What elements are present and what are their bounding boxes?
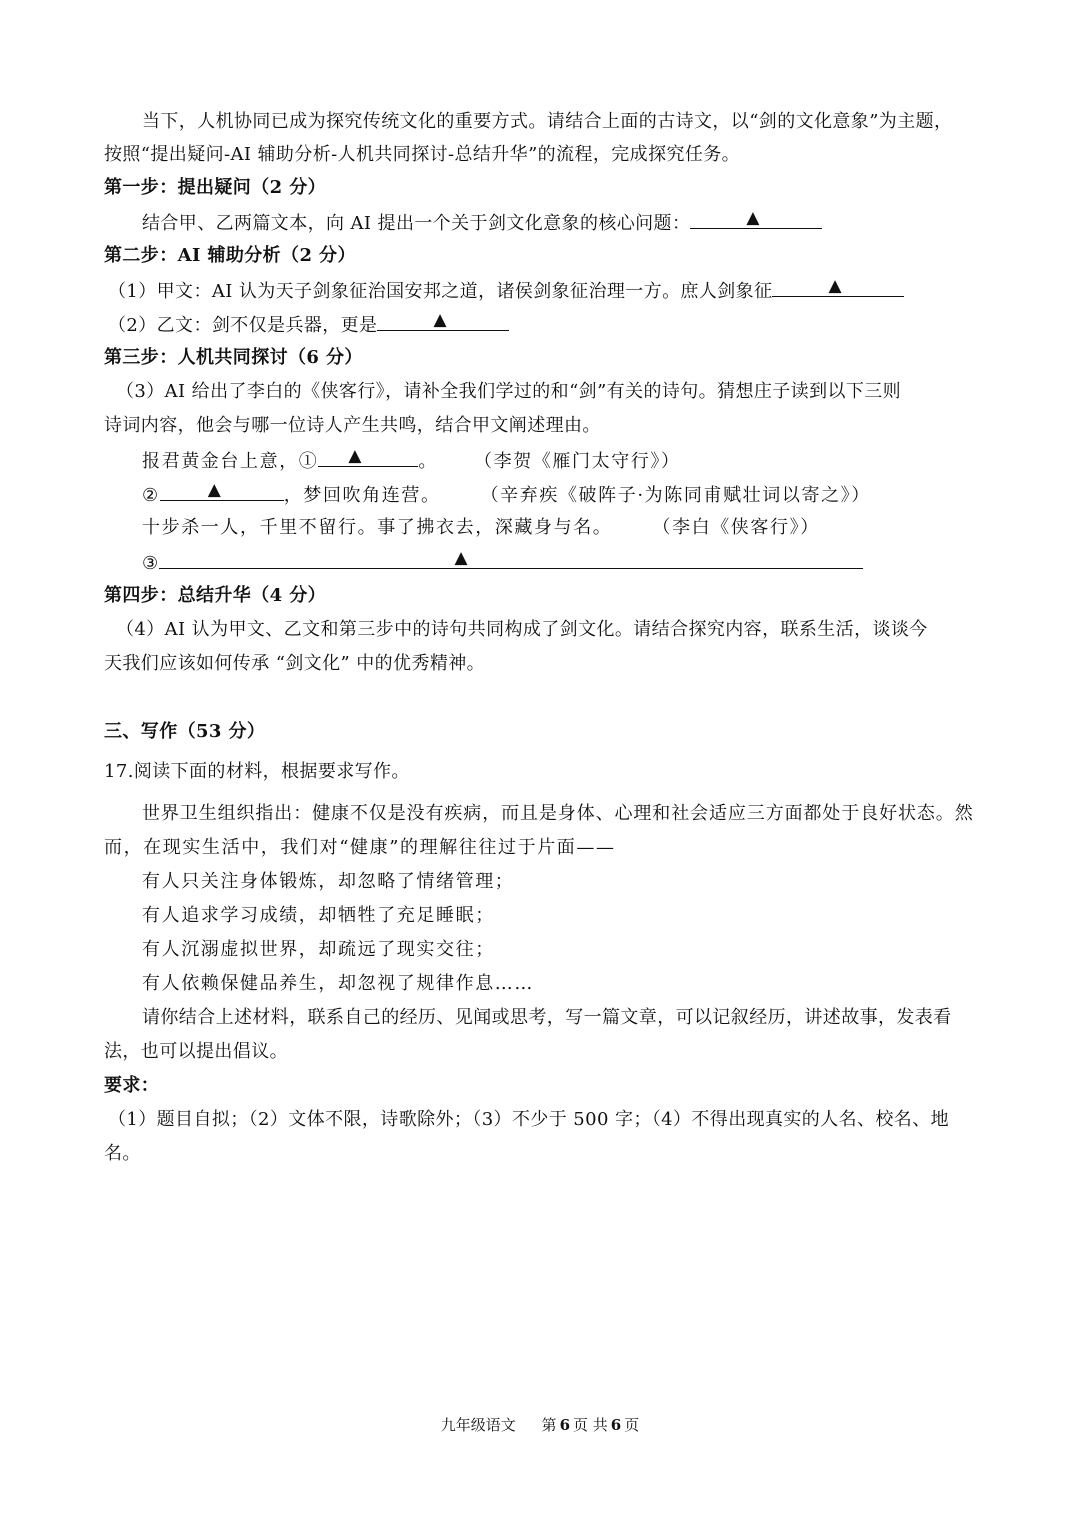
poem3-text: 十步杀一人，千里不留行。事了拂衣去，深藏身与名。	[142, 517, 613, 538]
blank-marker-icon: ▲	[828, 276, 842, 296]
answer-blank-poem2[interactable]	[160, 482, 284, 501]
requirements-line-2: 名。	[104, 1143, 141, 1164]
step2-q2	[108, 312, 509, 338]
poem-line-1	[142, 448, 681, 474]
answer-blank-q2[interactable]	[377, 312, 509, 331]
blank-marker-icon: ▲	[207, 480, 223, 500]
step1-text: 结合甲、乙两篇文本，向 AI 提出一个关于剑文化意象的核心问题：	[142, 213, 691, 234]
answer-blank-poem1[interactable]	[318, 448, 418, 467]
material-example-2: 有人追求学习成绩，却牺牲了充足睡眠；	[142, 905, 495, 926]
footer-subject: 九年级语文	[440, 1416, 516, 1434]
answer-blank-reason[interactable]	[159, 550, 863, 569]
step3-title: 第三步：人机共同探讨（6 分）	[104, 347, 363, 368]
footer-page-prefix: 第	[541, 1416, 557, 1434]
step3-q3-line-2: 诗词内容，他会与哪一位诗人产生共鸣，结合甲文阐述理由。	[104, 415, 601, 436]
blank-marker-icon: ▲	[746, 208, 760, 228]
answer-blank-step1[interactable]	[690, 210, 822, 229]
answer-line-3	[142, 550, 863, 576]
poem2-text: ，梦回吹角连营。	[283, 485, 441, 506]
step4-q4-line-2: 天我们应该如何传承 “剑文化” 中的优秀精神。	[104, 653, 486, 674]
poem1-source: （李贺《雁门太守行》）	[474, 451, 681, 472]
blank-marker-icon: ▲	[454, 548, 469, 568]
footer-page-suffix: 页	[624, 1416, 640, 1434]
requirements-title: 要求：	[104, 1075, 160, 1096]
poem1-text: 报君黄金台上意，①	[142, 451, 319, 472]
step2-title: 第二步：AI 辅助分析（2 分）	[104, 245, 356, 266]
material-line-1: 世界卫生组织指出：健康不仅是没有疾病，而且是身体、心理和社会适应三方面都处于良好状态。然	[142, 803, 974, 824]
writing-section-title: 三、写作（53 分）	[104, 721, 266, 742]
step4-q4-line-1: （4）AI 认为甲文、乙文和第三步中的诗句共同构成了剑文化。请结合探究内容，联系生活，谈谈今	[116, 619, 928, 640]
step2-q1	[108, 278, 904, 304]
step4-title: 第四步：总结升华（4 分）	[104, 585, 326, 606]
step1-title: 第一步：提出疑问（2 分）	[104, 177, 326, 198]
requirements-line-1: （1）题目自拟；（2）文体不限，诗歌除外；（3）不少于 500 字；（4）不得出现真实的人名、校名、地	[108, 1109, 950, 1130]
poem2-source: （辛弃疾《破阵子·为陈同甫赋壮词以寄之》）	[480, 485, 871, 506]
poem2-mark: ②	[142, 485, 160, 506]
poem3-source: （李白《侠客行》）	[652, 517, 820, 538]
writing-question: 17.阅读下面的材料，根据要求写作。	[104, 761, 410, 782]
material-example-4: 有人依赖保健品养生，却忽视了规律作息……	[142, 973, 534, 994]
intro-line-2: 按照“提出疑问-AI 辅助分析-人机共同探讨-总结升华”的流程，完成探究任务。	[104, 144, 741, 165]
blank-marker-icon: ▲	[433, 310, 447, 330]
material-line-2: 而，在现实生活中，我们对“健康”的理解往往过于片面——	[104, 837, 616, 858]
material-example-1: 有人只关注身体锻炼，却忽略了情绪管理；	[142, 871, 515, 892]
poem-line-3	[142, 516, 820, 540]
poem-line-2	[142, 482, 871, 508]
footer-page-mid: 页 共	[573, 1416, 608, 1434]
answer-mark-3: ③	[142, 553, 159, 574]
poem1-end: 。	[418, 451, 439, 472]
footer-page-current: 6	[559, 1416, 570, 1434]
writing-prompt-line-1: 请你结合上述材料，联系自己的经历、见闻或思考，写一篇文章，可以记叙经历，讲述故事，发表看	[142, 1007, 952, 1028]
step3-q3-line-1: （3）AI 给出了李白的《侠客行》，请补全我们学过的和“剑”有关的诗句。猜想庄子读到以下三则	[116, 381, 902, 402]
page-footer	[0, 1415, 1080, 1435]
step1-question	[142, 210, 822, 236]
step2-q1-text: （1）甲文：AI 认为天子剑象征治国安邦之道，诸侯剑象征治理一方。庶人剑象征	[108, 281, 773, 302]
footer-page-total: 6	[610, 1416, 622, 1434]
blank-marker-icon: ▲	[348, 446, 364, 466]
answer-blank-q1[interactable]	[772, 278, 904, 297]
step2-q2-text: （2）乙文：剑不仅是兵器，更是	[108, 315, 378, 336]
intro-line-1: 当下，人机协同已成为探究传统文化的重要方式。请结合上面的古诗文，以“剑的文化意象”为主题，	[142, 111, 953, 132]
writing-prompt-line-2: 法，也可以提出倡议。	[104, 1041, 288, 1062]
material-example-3: 有人沉溺虚拟世界，却疏远了现实交往；	[142, 939, 495, 960]
